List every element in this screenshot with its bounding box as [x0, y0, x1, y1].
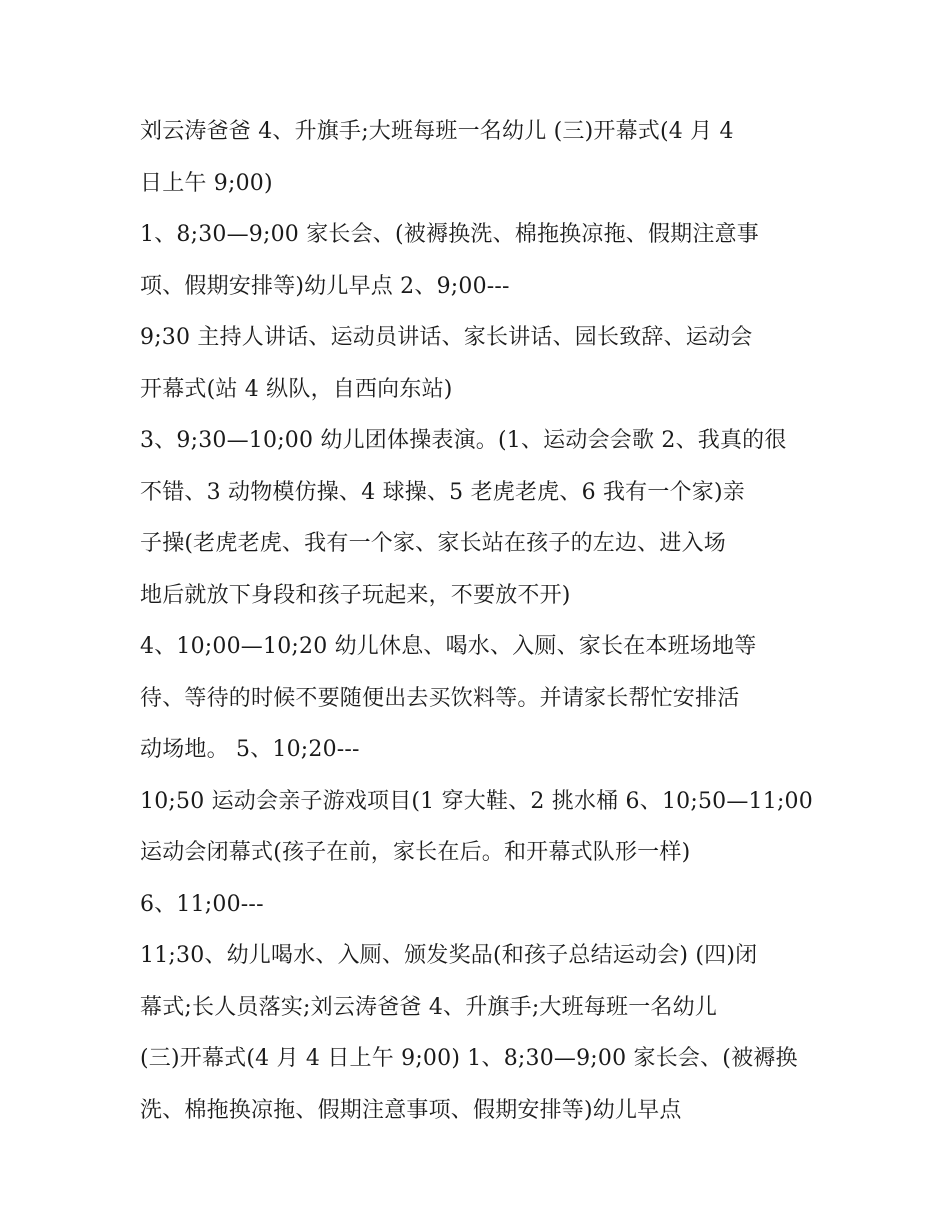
text-line: 刘云涛爸爸 4、升旗手;大班每班一名幼儿 (三)开幕式(4 月 4 — [140, 119, 734, 144]
text-line: 开幕式(站 4 纵队，自西向东站) — [140, 376, 453, 402]
text-line: 1、8;30—9;00 家长会、(被褥换洗、棉拖换凉拖、假期注意事 — [140, 222, 759, 247]
text-line: 动场地。 5、10;20--- — [140, 737, 360, 762]
text-line: 待、等待的时候不要随便出去买饮料等。并请家长帮忙安排活 — [140, 685, 740, 711]
text-line: 运动会闭幕式(孩子在前，家长在后。和开幕式队形一样) — [140, 840, 691, 865]
text-line: 洗、棉拖换凉拖、假期注意事项、假期安排等)幼儿早点 — [140, 1097, 682, 1123]
text-line: 幕式;长人员落实;刘云涛爸爸 4、升旗手;大班每班一名幼儿 — [140, 994, 718, 1020]
text-line: 4、10;00—10;20 幼儿休息、喝水、入厕、家长在本班场地等 — [140, 634, 757, 659]
text-line: 地后就放下身段和孩子玩起来，不要放不开) — [140, 582, 571, 608]
text-line: 不错、3 动物模仿操、4 球操、5 老虎老虎、6 我有一个家)亲 — [140, 479, 745, 505]
text-line: 子操(老虎老虎、我有一个家、家长站在孩子的左边、进入场 — [140, 531, 726, 556]
text-line: 10;50 运动会亲子游戏项目(1 穿大鞋、2 挑水桶 6、10;50—11;00 — [140, 788, 813, 814]
text-line: (三)开幕式(4 月 4 日上午 9;00) 1、8;30—9;00 家长会、(被褥换 — [140, 1046, 798, 1071]
text-line: 6、11;00--- — [140, 891, 264, 917]
text-line: 项、假期安排等)幼儿早点 2、9;00--- — [140, 273, 510, 299]
document-body-text — [140, 106, 820, 1136]
text-line: 9;30 主持人讲话、运动员讲话、家长讲话、园长致辞、运动会 — [140, 325, 753, 350]
text-line: 3、9;30—10;00 幼儿团体操表演。(1、运动会会歌 2、我真的很 — [140, 428, 787, 453]
text-line: 日上午 9;00) — [140, 170, 273, 196]
text-line: 11;30、幼儿喝水、入厕、颁发奖品(和孩子总结运动会) (四)闭 — [140, 943, 758, 968]
